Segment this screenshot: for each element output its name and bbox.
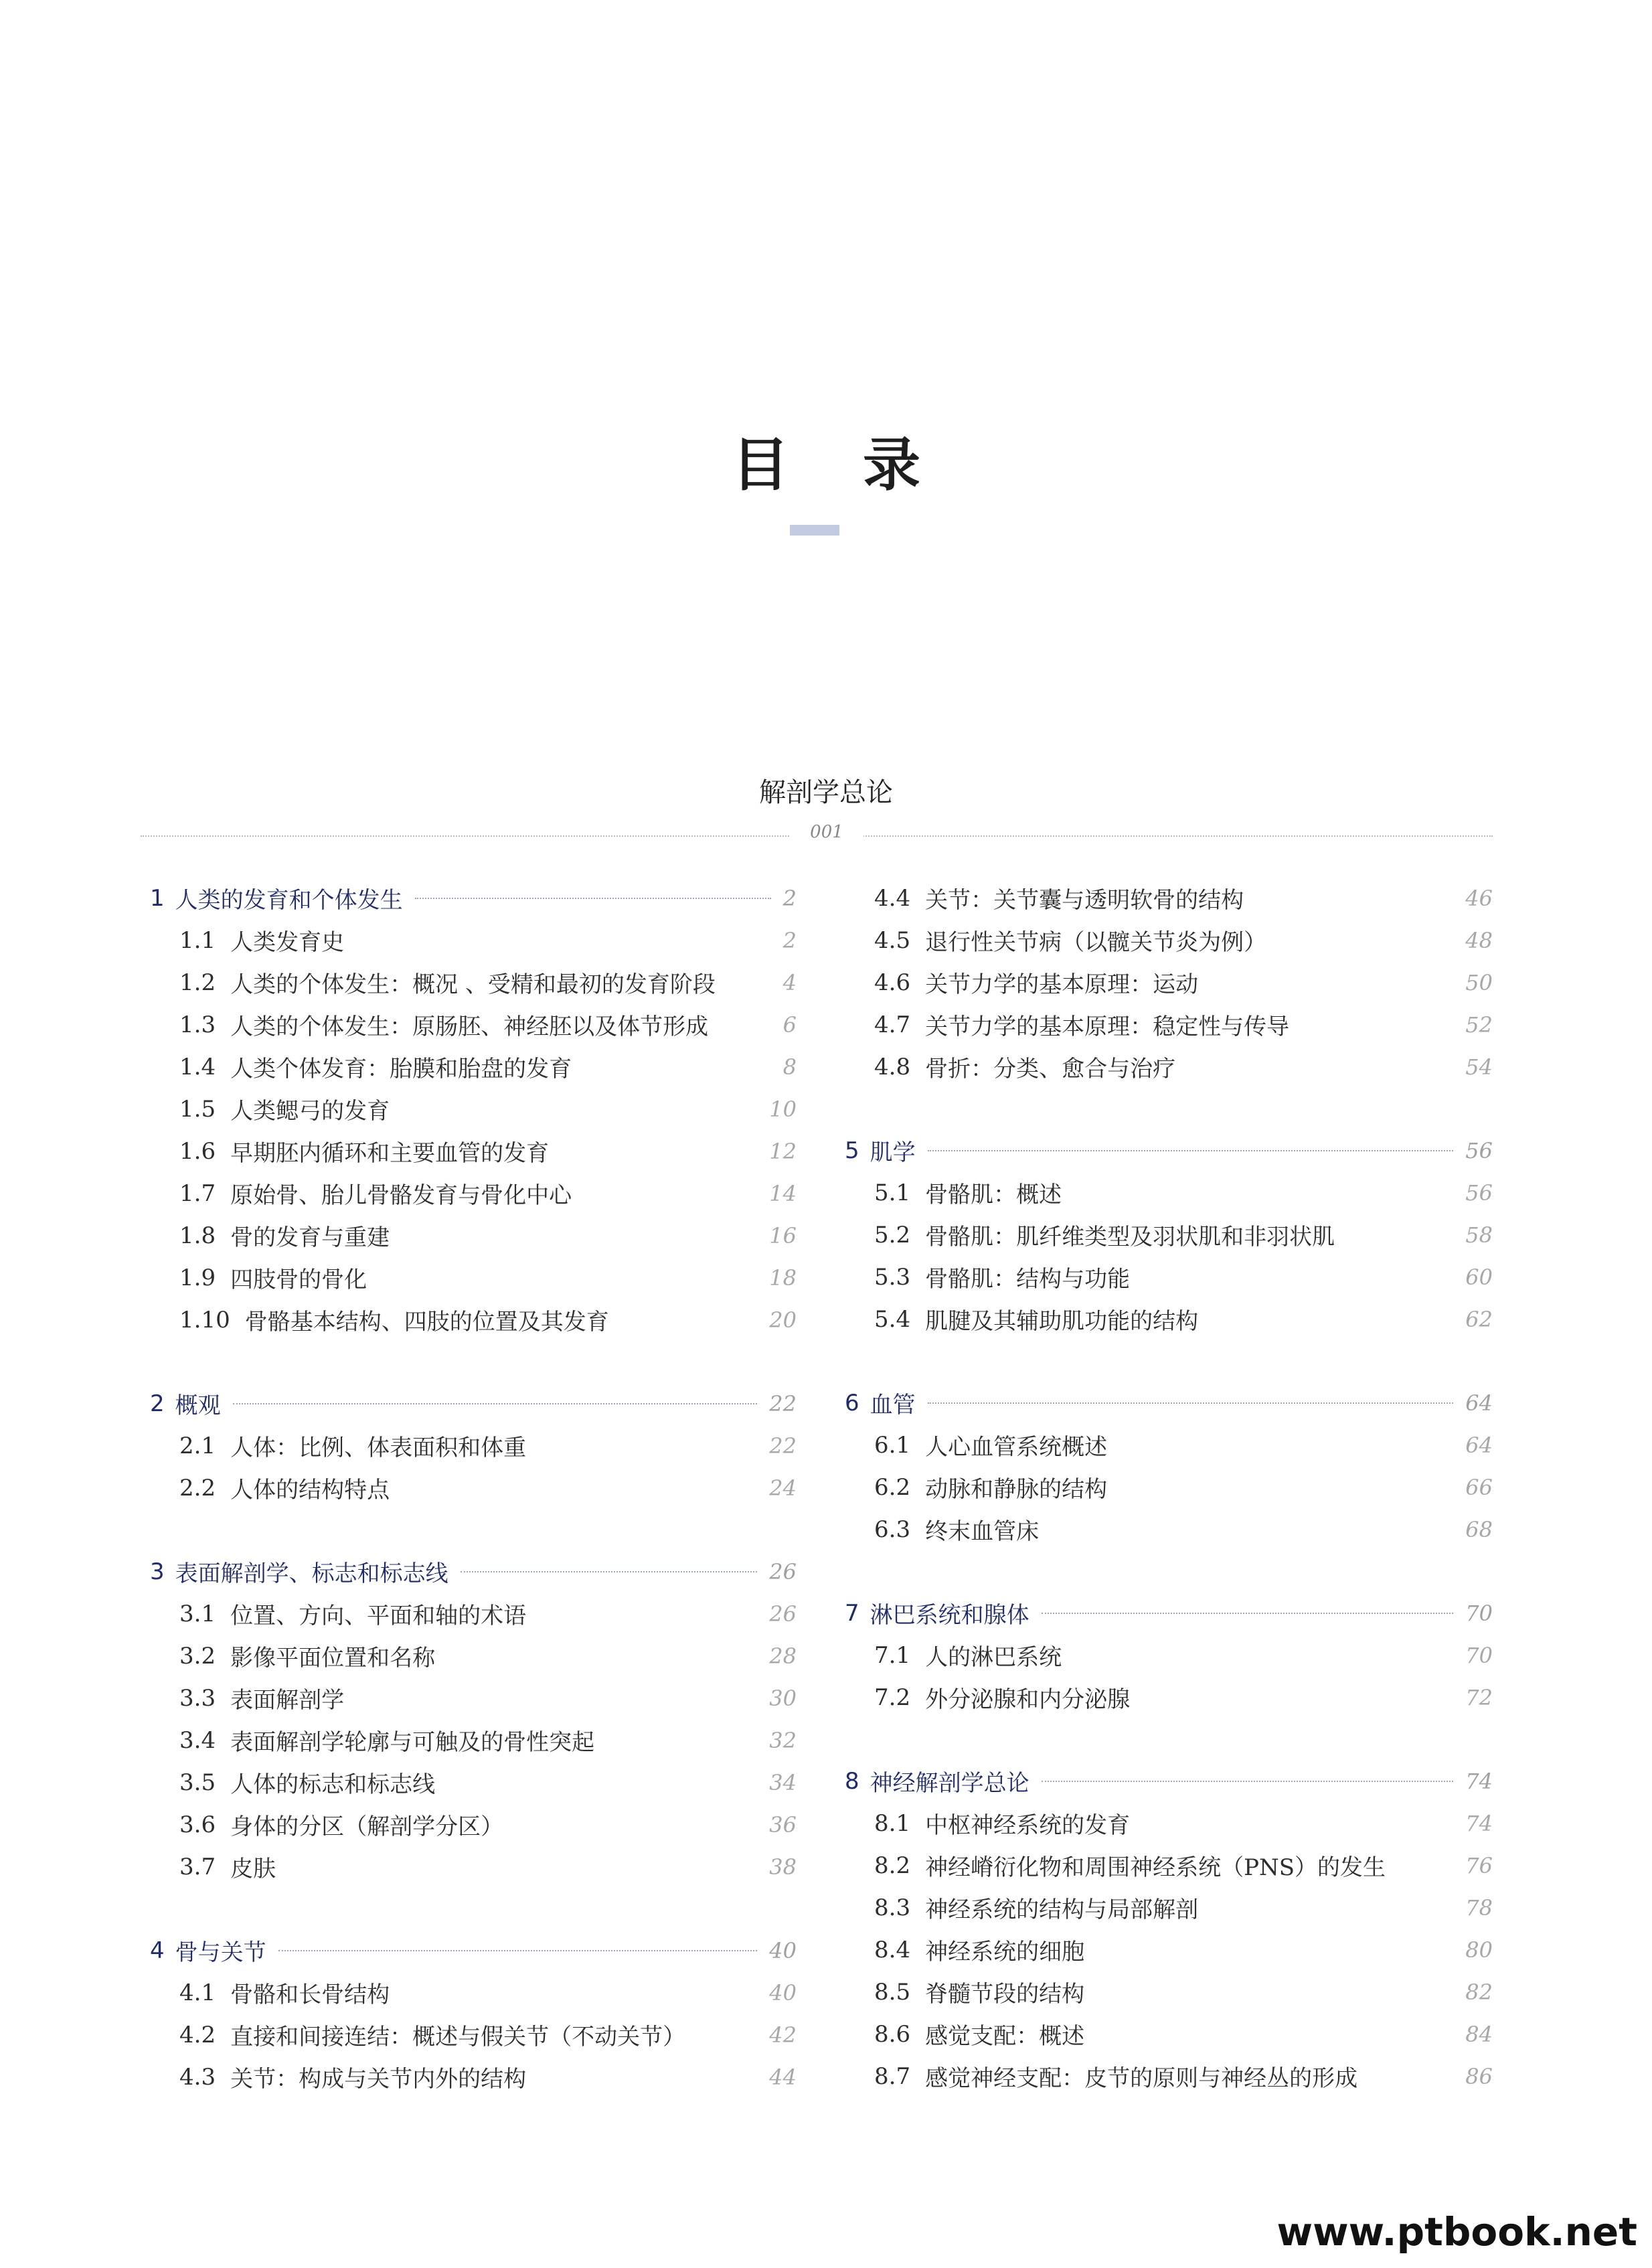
- entry-label: 神经嵴衍化物和周围神经系统（PNS）的发生: [925, 1854, 1386, 1881]
- entry-page: 82: [1465, 1979, 1493, 2005]
- entry-number: 1.7: [179, 1180, 216, 1207]
- entry-label: 骨骼和长骨结构: [230, 1981, 390, 2008]
- entry-label: 终末血管床: [925, 1518, 1040, 1545]
- toc-entry[interactable]: [150, 1172, 797, 1214]
- dotted-leader: [461, 1571, 758, 1572]
- entry-page: 40: [769, 1979, 797, 2006]
- entry-page: 50: [1465, 969, 1493, 995]
- toc-entry[interactable]: [845, 1508, 1493, 1550]
- entry-label: 感觉神经支配：皮节的原则与神经丛的形成: [925, 2065, 1358, 2092]
- toc-entry[interactable]: [845, 1676, 1493, 1718]
- entry-page: 86: [1465, 2063, 1493, 2089]
- toc-entry[interactable]: [845, 1424, 1493, 1466]
- toc-entry[interactable]: [150, 1635, 797, 1677]
- chapter-page: 56: [1465, 1137, 1493, 1163]
- entry-page: 10: [769, 1096, 797, 1122]
- entry-number: 1.8: [179, 1222, 216, 1249]
- toc-entry[interactable]: [845, 877, 1493, 919]
- toc-chapter: [845, 1129, 1493, 1340]
- entry-number: 6.3: [874, 1516, 911, 1543]
- entry-label: 神经系统的细胞: [925, 1939, 1085, 1965]
- entry-page: 26: [769, 1601, 797, 1627]
- chapter-number: 1: [150, 884, 165, 912]
- entry-page: 72: [1465, 1684, 1493, 1710]
- dotted-leader: [415, 898, 771, 899]
- chapter-page: 64: [1465, 1390, 1493, 1416]
- entry-label: 人类鳃弓的发育: [230, 1098, 390, 1125]
- entry-label: 感觉支配：概述: [925, 2023, 1085, 2050]
- toc-entry[interactable]: [150, 1046, 797, 1088]
- entry-number: 8.6: [874, 2020, 911, 2048]
- entry-label: 神经系统的结构与局部解剖: [925, 1896, 1199, 1923]
- entry-label: 表面解剖学: [230, 1687, 345, 1714]
- toc-chapter-continued: [845, 877, 1493, 1088]
- entry-page: 76: [1465, 1852, 1493, 1878]
- dotted-leader: [233, 1403, 758, 1404]
- toc-chapter: [845, 1760, 1493, 2097]
- dotted-leader: [278, 1950, 758, 1951]
- page-title: [0, 418, 1652, 501]
- entry-number: 6.1: [874, 1431, 911, 1459]
- entry-number: 1.9: [179, 1264, 216, 1291]
- entry-label: 脊髓节段的结构: [925, 1981, 1085, 2008]
- entry-label: 关节：关节囊与透明软骨的结构: [925, 887, 1244, 914]
- toc-entry[interactable]: [150, 1299, 797, 1341]
- entry-page: 54: [1465, 1054, 1493, 1080]
- toc-entry[interactable]: [845, 1466, 1493, 1508]
- entry-label: 人体的结构特点: [230, 1477, 390, 1504]
- entry-label: 退行性关节病（以髋关节炎为例）: [925, 929, 1267, 956]
- entry-label: 人类个体发育：胎膜和胎盘的发育: [230, 1056, 572, 1082]
- entry-number: 4.1: [179, 1979, 216, 2006]
- entry-number: 4.4: [874, 884, 911, 912]
- entry-label: 位置、方向、平面和轴的术语: [230, 1603, 527, 1629]
- entry-page: 28: [769, 1643, 797, 1669]
- toc-entry[interactable]: [845, 1886, 1493, 1929]
- toc-entry[interactable]: [150, 1846, 797, 1888]
- entry-page: 70: [1465, 1642, 1493, 1668]
- dotted-leader: [1042, 1613, 1454, 1614]
- entry-number: 4.7: [874, 1011, 911, 1038]
- entry-label: 中枢神经系统的发育: [925, 1812, 1131, 1839]
- entry-number: 4.8: [874, 1053, 911, 1080]
- entry-number: 1.3: [179, 1011, 216, 1038]
- toc-entry[interactable]: [845, 1214, 1493, 1256]
- entry-label: 关节力学的基本原理：运动: [925, 971, 1199, 998]
- toc-entry[interactable]: [845, 1634, 1493, 1676]
- toc-chapter: [845, 1382, 1493, 1550]
- part-title: 解剖学总论: [759, 777, 893, 808]
- entry-number: 8.2: [874, 1852, 911, 1879]
- entry-page: 56: [1465, 1180, 1493, 1206]
- chapter-page: 26: [769, 1558, 797, 1585]
- toc-entry[interactable]: [150, 1130, 797, 1172]
- entry-number: 4.2: [179, 2021, 216, 2048]
- entry-page: 32: [769, 1727, 797, 1753]
- entry-page: 84: [1465, 2021, 1493, 2047]
- entry-number: 8.7: [874, 2062, 911, 2090]
- chapter-title: 人类的发育和个体发生: [175, 887, 403, 914]
- chapter-page: 2: [782, 885, 797, 911]
- chapter-number: 7: [845, 1599, 859, 1627]
- chapter-page: 70: [1465, 1600, 1493, 1626]
- toc-entry[interactable]: [150, 1425, 797, 1467]
- entry-page: 62: [1465, 1306, 1493, 1332]
- chapter-heading[interactable]: [150, 1929, 797, 1971]
- toc-chapter: [150, 1382, 797, 1509]
- entry-page: 80: [1465, 1937, 1493, 1963]
- chapter-page: 22: [769, 1390, 797, 1416]
- entry-page: 58: [1465, 1222, 1493, 1248]
- toc-column-left: [150, 877, 797, 2139]
- entry-number: 1.5: [179, 1095, 216, 1123]
- toc-entry[interactable]: [150, 1719, 797, 1761]
- toc-entry[interactable]: [845, 961, 1493, 1003]
- entry-label: 关节：构成与关节内外的结构: [230, 2066, 527, 2093]
- entry-label: 原始骨、胎儿骨骼发育与骨化中心: [230, 1182, 572, 1209]
- chapter-page: 74: [1465, 1768, 1493, 1794]
- toc-chapter: [150, 877, 797, 1341]
- watermark-url: www.ptbook.net: [1276, 2209, 1637, 2255]
- chapter-title: 神经解剖学总论: [870, 1770, 1029, 1797]
- entry-page: 8: [782, 1054, 797, 1080]
- toc-chapter: [150, 1929, 797, 2098]
- entry-number: 2.2: [179, 1474, 216, 1502]
- toc-entry[interactable]: [150, 919, 797, 961]
- entry-page: 14: [769, 1180, 797, 1206]
- chapter-heading[interactable]: [150, 1550, 797, 1593]
- entry-number: 5.1: [874, 1179, 911, 1206]
- entry-number: 3.2: [179, 1642, 216, 1670]
- chapter-number: 6: [845, 1389, 859, 1416]
- chapter-heading[interactable]: [845, 1382, 1493, 1424]
- entry-number: 1.4: [179, 1053, 216, 1080]
- toc-entry[interactable]: [845, 1298, 1493, 1340]
- entry-page: 74: [1465, 1810, 1493, 1836]
- entry-page: 46: [1465, 885, 1493, 911]
- entry-label: 人类的个体发生：概况 、受精和最初的发育阶段: [230, 971, 716, 998]
- chapter-number: 3: [150, 1558, 165, 1585]
- entry-page: 34: [769, 1769, 797, 1795]
- entry-label: 四肢骨的骨化: [230, 1267, 367, 1293]
- entry-number: 8.3: [874, 1894, 911, 1921]
- entry-label: 人体：比例、体表面积和体重: [230, 1435, 527, 1461]
- entry-number: 3.3: [179, 1684, 216, 1712]
- entry-page: 16: [769, 1222, 797, 1248]
- entry-number: 5.4: [874, 1305, 911, 1333]
- entry-label: 身体的分区（解剖学分区）: [230, 1813, 504, 1840]
- entry-page: 6: [782, 1011, 797, 1038]
- toc-entry[interactable]: [150, 1214, 797, 1257]
- toc-entry[interactable]: [150, 1677, 797, 1719]
- chapter-title: 表面解剖学、标志和标志线: [175, 1560, 448, 1587]
- entry-label: 人类发育史: [230, 929, 345, 956]
- toc-entry[interactable]: [150, 1467, 797, 1509]
- chapter-number: 8: [845, 1767, 859, 1795]
- entry-number: 8.5: [874, 1978, 911, 2006]
- entry-page: 24: [769, 1475, 797, 1501]
- entry-label: 人的淋巴系统: [925, 1644, 1062, 1671]
- toc-entry[interactable]: [150, 2056, 797, 2098]
- entry-label: 直接和间接连结：概述与假关节（不动关节）: [230, 2024, 686, 2050]
- entry-label: 动脉和静脉的结构: [925, 1476, 1108, 1503]
- chapter-number: 4: [150, 1937, 165, 1964]
- entry-page: 36: [769, 1811, 797, 1838]
- toc-entry[interactable]: [150, 1593, 797, 1635]
- entry-label: 骨骼基本结构、四肢的位置及其发育: [244, 1309, 609, 1335]
- entry-label: 外分泌腺和内分泌腺: [925, 1686, 1131, 1713]
- entry-label: 表面解剖学轮廓与可触及的骨性突起: [230, 1729, 595, 1756]
- toc-entry[interactable]: [150, 1761, 797, 1803]
- toc-entry[interactable]: [845, 919, 1493, 961]
- entry-page: 64: [1465, 1432, 1493, 1458]
- chapter-heading[interactable]: [845, 1592, 1493, 1634]
- entry-page: 48: [1465, 927, 1493, 953]
- chapter-title: 骨与关节: [175, 1939, 266, 1966]
- entry-number: 4.6: [874, 969, 911, 996]
- entry-number: 3.1: [179, 1600, 216, 1627]
- toc-entry[interactable]: [845, 2055, 1493, 2097]
- entry-label: 关节力学的基本原理：稳定性与传导: [925, 1014, 1290, 1040]
- entry-number: 3.6: [179, 1811, 216, 1838]
- page-title-char-2: 录: [863, 431, 920, 499]
- entry-page: 66: [1465, 1474, 1493, 1500]
- entry-page: 78: [1465, 1894, 1493, 1921]
- chapter-number: 2: [150, 1390, 165, 1417]
- chapter-heading[interactable]: [845, 1129, 1493, 1171]
- toc-entry[interactable]: [150, 1257, 797, 1299]
- entry-label: 人心血管系统概述: [925, 1434, 1108, 1461]
- toc-entry[interactable]: [845, 1256, 1493, 1298]
- entry-number: 4.3: [179, 2063, 216, 2091]
- entry-number: 1.6: [179, 1137, 216, 1165]
- toc-chapter: [845, 1592, 1493, 1718]
- dotted-leader: [1042, 1781, 1454, 1782]
- toc-entry[interactable]: [150, 1003, 797, 1046]
- entry-page: 30: [769, 1685, 797, 1711]
- entry-page: 12: [769, 1138, 797, 1164]
- chapter-heading[interactable]: [845, 1760, 1493, 1802]
- entry-label: 早期胚内循环和主要血管的发育: [230, 1140, 550, 1167]
- entry-page: 2: [782, 927, 797, 953]
- entry-page: 20: [769, 1307, 797, 1333]
- chapter-page: 40: [769, 1937, 797, 1963]
- toc-entry[interactable]: [150, 1803, 797, 1846]
- entry-number: 3.5: [179, 1769, 216, 1796]
- chapter-heading[interactable]: [150, 1382, 797, 1425]
- entry-number: 3.7: [179, 1853, 216, 1880]
- entry-number: 6.2: [874, 1473, 911, 1501]
- toc-entry[interactable]: [845, 1929, 1493, 1971]
- entry-page: 60: [1465, 1264, 1493, 1290]
- entry-number: 5.3: [874, 1263, 911, 1291]
- entry-number: 7.2: [874, 1684, 911, 1711]
- entry-page: 68: [1465, 1516, 1493, 1542]
- entry-page: 38: [769, 1854, 797, 1880]
- chapter-title: 概观: [175, 1392, 221, 1419]
- entry-number: 8.1: [874, 1809, 911, 1837]
- entry-number: 7.1: [874, 1641, 911, 1669]
- entry-label: 人类的个体发生：原肠胚、神经胚以及体节形成: [230, 1014, 709, 1040]
- entry-page: 18: [769, 1265, 797, 1291]
- entry-number: 4.5: [874, 926, 911, 954]
- entry-label: 骨骼肌：肌纤维类型及羽状肌和非羽状肌: [925, 1224, 1335, 1250]
- entry-number: 1.2: [179, 969, 216, 996]
- toc-chapter: [150, 1550, 797, 1888]
- chapter-number: 5: [845, 1137, 859, 1164]
- entry-label: 影像平面位置和名称: [230, 1645, 436, 1672]
- entry-label: 骨折：分类、愈合与治疗: [925, 1056, 1176, 1082]
- toc-entry[interactable]: [845, 1003, 1493, 1046]
- toc-entry[interactable]: [845, 1802, 1493, 1844]
- toc-entry[interactable]: [845, 2013, 1493, 2055]
- toc-entry[interactable]: [150, 1088, 797, 1130]
- title-underline-bar: [790, 525, 839, 536]
- toc-entry[interactable]: [845, 1844, 1493, 1886]
- entry-number: 1.1: [179, 926, 216, 954]
- entry-number: 1.10: [179, 1306, 230, 1333]
- entry-label: 骨骼肌：结构与功能: [925, 1266, 1131, 1293]
- toc-entry[interactable]: [845, 1171, 1493, 1214]
- chapter-title: 血管: [870, 1392, 916, 1419]
- toc-entry[interactable]: [150, 2014, 797, 2056]
- entry-label: 皮肤: [230, 1856, 276, 1882]
- chapter-title: 淋巴系统和腺体: [870, 1602, 1029, 1629]
- entry-label: 人体的标志和标志线: [230, 1771, 436, 1798]
- entry-number: 3.4: [179, 1726, 216, 1754]
- toc-entry[interactable]: [845, 1046, 1493, 1088]
- entry-page: 52: [1465, 1011, 1493, 1038]
- chapter-heading[interactable]: [150, 877, 797, 919]
- entry-label: 骨骼肌：概述: [925, 1182, 1062, 1208]
- page-title-char-1: 目: [732, 431, 789, 499]
- entry-page: 4: [782, 969, 797, 995]
- entry-page: 42: [769, 2022, 797, 2048]
- entry-number: 5.2: [874, 1221, 911, 1248]
- toc-entry[interactable]: [845, 1971, 1493, 2013]
- entry-label: 肌腱及其辅助肌功能的结构: [925, 1308, 1199, 1335]
- dotted-leader: [928, 1402, 1454, 1404]
- entry-number: 2.1: [179, 1432, 216, 1459]
- entry-page: 44: [769, 2064, 797, 2090]
- dotted-leader: [928, 1150, 1454, 1151]
- toc-column-right: [845, 877, 1493, 2139]
- toc-entry[interactable]: [150, 961, 797, 1003]
- entry-label: 骨的发育与重建: [230, 1224, 390, 1251]
- part-number: 001: [790, 822, 863, 842]
- chapter-title: 肌学: [870, 1139, 916, 1166]
- entry-page: 22: [769, 1433, 797, 1459]
- toc-entry[interactable]: [150, 1971, 797, 2014]
- entry-number: 8.4: [874, 1936, 911, 1963]
